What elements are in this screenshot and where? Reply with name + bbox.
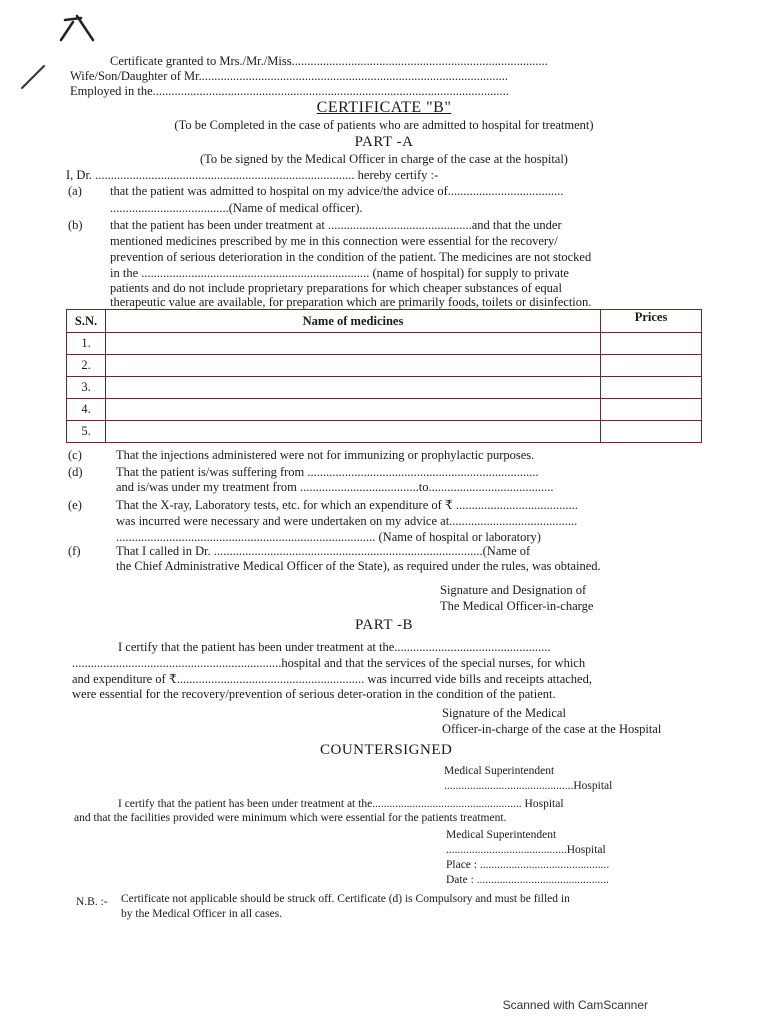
medicine-cell bbox=[106, 421, 601, 443]
item-a-line-2: ......................................(Name of medical officer). bbox=[110, 201, 363, 215]
item-e-label: (e) bbox=[68, 498, 82, 512]
row-sn: 5. bbox=[67, 421, 106, 443]
item-a-line-1: that the patient was admitted to hospital on my advice/the advice of..................................... bbox=[110, 184, 564, 198]
item-b-line-3: prevention of serious deterioration in the condition of the patient. The medicines are not stocked bbox=[110, 250, 592, 264]
item-c-label: (c) bbox=[68, 448, 82, 462]
employed-line: Employed in the.................................................................................................................. bbox=[70, 84, 509, 98]
header-medicine-name: Name of medicines bbox=[106, 310, 601, 333]
certificate-title: CERTIFICATE "B" bbox=[316, 99, 452, 116]
superintendent-label-1: Medical Superintendent bbox=[444, 765, 555, 777]
item-d-line-1: That the patient is/was suffering from .......................................................................... bbox=[116, 465, 539, 479]
item-f-line-2: the Chief Administrative Medical Officer of the State), as required under the rules, was obtained. bbox=[116, 559, 601, 573]
item-d-line-2: and is/was under my treatment from ......................................to........................................ bbox=[116, 480, 554, 494]
table-row bbox=[67, 377, 702, 399]
item-b-line-5: patients and do not include proprietary preparations for which cheaper substances of equal bbox=[110, 281, 562, 295]
table-row bbox=[67, 333, 702, 355]
note-line-2: by the Medical Officer in all cases. bbox=[121, 908, 283, 920]
place-line: Place : ............................................. bbox=[446, 859, 610, 871]
item-e-line-3: ................................................................................... (Name of hospital or laboratory) bbox=[116, 530, 541, 544]
item-b-label: (b) bbox=[68, 218, 83, 232]
granted-to-line: Certificate granted to Mrs./Mr./Miss.................................................................................. bbox=[110, 54, 548, 68]
countersign-cert-line-2: and that the facilities provided were minimum which were essential for the patients treatment. bbox=[74, 812, 507, 824]
part-b-line-3: and expenditure of ₹............................................................ was incurred vide bills and receipts attached, bbox=[72, 672, 592, 686]
part-b-title: PART -B bbox=[354, 617, 414, 633]
price-cell bbox=[601, 399, 702, 421]
item-c-line-1: That the injections administered were not for immunizing or prophylactic purposes. bbox=[116, 448, 535, 462]
price-cell bbox=[601, 421, 702, 443]
item-e-line-1: That the X-ray, Laboratory tests, etc. for which an expenditure of ₹ ....................................... bbox=[116, 498, 578, 512]
price-cell bbox=[601, 333, 702, 355]
table-row bbox=[67, 421, 702, 443]
part-b-line-1: I certify that the patient has been under treatment at the.................................................. bbox=[118, 640, 551, 654]
superintendent-label-2: Medical Superintendent bbox=[446, 829, 557, 841]
certificate-subtitle: (To be Completed in the case of patients who are admitted to hospital for treatment) bbox=[174, 118, 594, 132]
item-d-label: (d) bbox=[68, 465, 83, 479]
note-label: N.B. :- bbox=[76, 896, 108, 908]
countersigned-title: COUNTERSIGNED bbox=[320, 742, 453, 758]
medicine-cell bbox=[106, 355, 601, 377]
hospital-line-1: .............................................Hospital bbox=[444, 780, 613, 792]
part-a-signature-line-1: Signature and Designation of bbox=[440, 583, 587, 597]
part-b-signature-line-2: Officer-in-charge of the case at the Hospital bbox=[442, 722, 662, 736]
header-prices: Prices bbox=[601, 310, 702, 333]
part-a-intro: I, Dr. ................................................................................... hereby certify :- bbox=[66, 168, 439, 182]
scanner-watermark: Scanned with CamScanner bbox=[502, 998, 648, 1012]
part-b-line-2: ...................................................................hospital and that the services of the special nurses, for which bbox=[72, 656, 586, 670]
row-sn: 3. bbox=[67, 377, 106, 399]
part-a-subtitle: (To be signed by the Medical Officer in charge of the case at the hospital) bbox=[200, 152, 568, 166]
table-row bbox=[67, 399, 702, 421]
pen-stroke-mark bbox=[18, 62, 48, 92]
part-a-signature-line-2: The Medical Officer-in-charge bbox=[440, 599, 594, 613]
item-a-label: (a) bbox=[68, 184, 82, 198]
row-sn: 2. bbox=[67, 355, 106, 377]
countersign-cert-line-1: I certify that the patient has been under treatment at the.................................................... Hospital bbox=[118, 798, 564, 810]
medicine-cell bbox=[106, 399, 601, 421]
item-e-line-2: was incurred were necessary and were undertaken on my advice at......................................... bbox=[116, 514, 578, 528]
item-f-line-1: That I called in Dr. ......................................................................................(Name of bbox=[116, 544, 531, 558]
medicine-cell bbox=[106, 377, 601, 399]
part-a-title: PART -A bbox=[354, 134, 414, 150]
table-header-row bbox=[67, 310, 702, 333]
medicines-table bbox=[66, 309, 702, 443]
item-b-line-6: therapeutic value are available, for preparation which are primarily foods, toilets or disinfection. bbox=[110, 295, 592, 309]
medicine-cell bbox=[106, 333, 601, 355]
pen-tick-mark bbox=[55, 10, 105, 50]
hospital-line-2: ..........................................Hospital bbox=[446, 844, 606, 856]
relation-line: Wife/Son/Daughter of Mr................................................................................................... bbox=[70, 69, 509, 83]
part-b-line-4: were essential for the recovery/prevention of serious deter-oration in the condition of the patient. bbox=[72, 687, 556, 701]
price-cell bbox=[601, 377, 702, 399]
row-sn: 1. bbox=[67, 333, 106, 355]
table-row bbox=[67, 355, 702, 377]
header-sn: S.N. bbox=[67, 310, 106, 333]
row-sn: 4. bbox=[67, 399, 106, 421]
part-b-signature-line-1: Signature of the Medical bbox=[442, 706, 566, 720]
item-b-line-1: that the patient has been under treatment at ..............................................and that the under bbox=[110, 218, 562, 232]
item-b-line-4: in the ......................................................................... (name of hospital) for supply to private bbox=[110, 266, 569, 280]
price-cell bbox=[601, 355, 702, 377]
item-b-line-2: mentioned medicines prescribed by me in this connection were essential for the recovery/ bbox=[110, 234, 558, 248]
date-line: Date : .............................................. bbox=[446, 874, 609, 886]
note-line-1: Certificate not applicable should be struck off. Certificate (d) is Compulsory and must be filled in bbox=[121, 893, 570, 905]
item-f-label: (f) bbox=[68, 544, 81, 558]
